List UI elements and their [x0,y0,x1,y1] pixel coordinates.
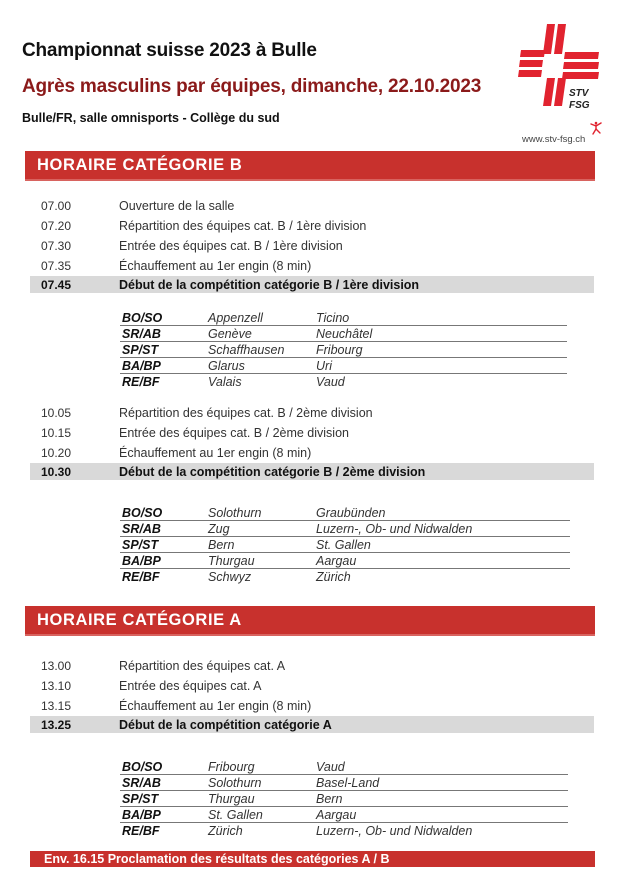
schedule-a [30,656,594,733]
team-row [120,823,568,839]
team-row [120,775,568,791]
team-name: Aargau [316,807,357,822]
schedule-desc: Échauffement au 1er engin (8 min) [119,259,312,273]
apparatus-code: SP/ST [122,537,159,552]
teams-table-a [120,759,568,839]
schedule-desc: Début de la compétition catégorie A [119,717,332,732]
schedule-time: 10.05 [41,406,72,420]
schedule-desc: Entrée des équipes cat. B / 1ère division [119,239,343,253]
team-name: Graubünden [316,505,386,520]
team-row [120,505,570,521]
schedule-desc: Répartition des équipes cat. A [119,659,286,673]
document-title: Championnat suisse 2023 à Bulle [22,40,317,61]
team-name: Valais [208,375,242,389]
team-name: Bern [208,537,235,552]
schedule-time: 07.30 [41,239,72,253]
schedule-desc: Début de la compétition catégorie B / 1ère division [119,277,420,292]
team-row [120,342,567,358]
team-row [120,521,570,537]
team-row [120,374,567,390]
team-name: Schwyz [208,570,252,584]
logo-text-fsg: FSG [569,100,590,111]
schedule-row-highlight [30,716,594,733]
schedule-row [30,696,594,716]
apparatus-code: RE/BF [122,570,160,584]
team-row [120,310,567,326]
schedule-time: 13.00 [41,659,72,673]
schedule-time: 13.25 [41,717,72,732]
schedule-desc: Échauffement au 1er engin (8 min) [119,446,312,460]
team-row [120,326,567,342]
schedule-time: 10.30 [41,464,72,479]
website-link[interactable]: www.stv-fsg.ch [522,134,586,145]
team-row [120,569,570,585]
team-name: St. Gallen [316,537,371,552]
schedule-desc: Ouverture de la salle [119,199,235,213]
apparatus-code: SR/AB [122,775,161,790]
schedule-row [30,216,594,236]
team-name: Luzern-, Ob- und Nidwalden [316,521,473,536]
schedule-time: 07.45 [41,277,72,292]
team-name: Bern [316,791,343,806]
schedule-row [30,256,594,276]
apparatus-code: BO/SO [122,759,163,774]
apparatus-code: BA/BP [122,553,161,568]
team-name: Appenzell [208,310,263,325]
venue-text: Bulle/FR, salle omnisports - Collège du sud [22,111,280,125]
team-name: Fribourg [208,759,255,774]
teams-table-b-div2 [120,505,570,585]
apparatus-code: SP/ST [122,342,159,357]
teams-table-b-div1 [120,310,567,390]
apparatus-code: SR/AB [122,326,161,341]
schedule-time: 07.00 [41,199,72,213]
logo-text-stv: STV [569,88,589,99]
team-row [120,358,567,374]
team-name: Vaud [316,375,345,389]
team-name: Zürich [316,570,351,584]
stv-fsg-logo-icon [515,20,605,115]
schedule-desc: Entrée des équipes cat. B / 2ème division [119,426,349,440]
schedule-desc: Répartition des équipes cat. B / 2ème division [119,406,373,420]
schedule-desc: Échauffement au 1er engin (8 min) [119,699,312,713]
schedule-time: 10.15 [41,426,72,440]
apparatus-code: BO/SO [122,310,163,325]
proclamation-banner: Env. 16.15 Proclamation des résultats des catégories A / B [30,851,595,867]
team-name: Glarus [208,358,245,373]
schedule-time: 13.15 [41,699,72,713]
team-name: Genève [208,326,252,341]
schedule-row-highlight [30,463,594,480]
schedule-row [30,443,594,463]
schedule-b-div1 [30,196,594,293]
schedule-row [30,423,594,443]
team-row [120,791,568,807]
schedule-row [30,236,594,256]
team-row [120,759,568,775]
team-row [120,553,570,569]
schedule-row [30,676,594,696]
team-name: Uri [316,358,332,373]
document-subtitle: Agrès masculins par équipes, dimanche, 22.10.2023 [22,76,482,97]
schedule-desc: Répartition des équipes cat. B / 1ère division [119,219,367,233]
team-name: Basel-Land [316,775,380,790]
apparatus-code: SR/AB [122,521,161,536]
schedule-row [30,403,594,423]
team-name: Zug [208,521,230,536]
team-name: Neuchâtel [316,326,373,341]
schedule-b-div2 [30,403,594,480]
schedule-row [30,196,594,216]
schedule-time: 07.20 [41,219,72,233]
apparatus-code: SP/ST [122,791,159,806]
team-name: Zürich [208,824,243,838]
schedule-desc: Début de la compétition catégorie B / 2ème division [119,464,426,479]
team-name: Vaud [316,759,345,774]
apparatus-code: BA/BP [122,807,161,822]
apparatus-code: RE/BF [122,375,160,389]
section-header-category-a: HORAIRE CATÉGORIE A [25,606,595,636]
schedule-time: 13.10 [41,679,72,693]
team-name: Aargau [316,553,357,568]
team-name: Thurgau [208,791,255,806]
team-name: Thurgau [208,553,255,568]
team-name: Fribourg [316,342,363,357]
schedule-desc: Entrée des équipes cat. A [119,679,262,693]
team-name: Solothurn [208,775,262,790]
team-name: Schaffhausen [208,342,285,357]
gymnast-figure-icon [590,121,602,135]
team-name: Ticino [316,310,350,325]
team-name: Luzern-, Ob- und Nidwalden [316,824,473,838]
schedule-row-highlight [30,276,594,293]
apparatus-code: BO/SO [122,505,163,520]
apparatus-code: BA/BP [122,358,161,373]
schedule-time: 10.20 [41,446,72,460]
schedule-row [30,656,594,676]
team-row [120,537,570,553]
team-row [120,807,568,823]
team-name: Solothurn [208,505,262,520]
schedule-time: 07.35 [41,259,72,273]
section-header-category-b: HORAIRE CATÉGORIE B [25,151,595,181]
apparatus-code: RE/BF [122,824,160,838]
team-name: St. Gallen [208,807,263,822]
